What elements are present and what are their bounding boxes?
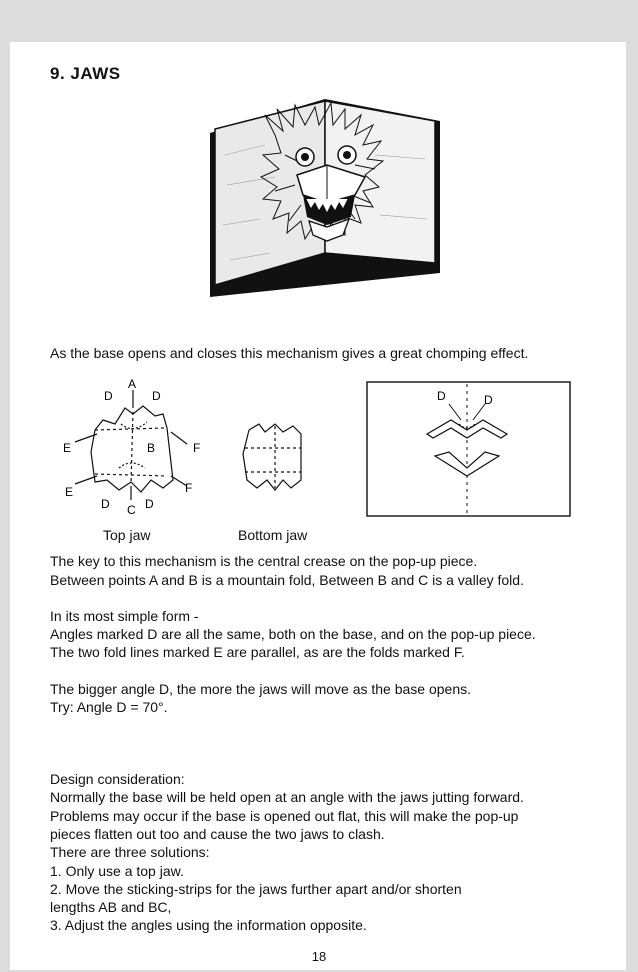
bottom-jaw-diagram: [235, 418, 315, 498]
bottom-jaw-caption: Bottom jaw: [238, 527, 308, 543]
popup-card-illustration: [205, 95, 445, 300]
top-jaw-diagram: [55, 372, 215, 522]
design-line-7: 2. Move the sticking-strips for the jaws further apart and/or shorten: [50, 881, 462, 897]
label-d-bottom-right: D: [145, 497, 154, 511]
label-d-top-right: D: [152, 389, 161, 403]
key-line-1: The key to this mechanism is the central crease on the pop-up piece.: [50, 553, 478, 569]
page-number: 18: [311, 949, 327, 964]
simple-form-line-2: Angles marked D are all the same, both on the base, and on the pop-up piece.: [50, 626, 536, 642]
label-f-upper: F: [193, 441, 201, 455]
design-line-6: 1. Only use a top jaw.: [50, 863, 184, 879]
label-e-upper: E: [63, 441, 72, 455]
label-d-top-left: D: [104, 389, 113, 403]
design-line-3: Problems may occur if the base is opened out flat, this will make the pop-up: [50, 808, 519, 824]
label-a: A: [128, 377, 137, 391]
label-b: B: [147, 441, 156, 455]
top-jaw-caption: Top jaw: [103, 527, 151, 543]
intro-text: As the base opens and closes this mechanism gives a great chomping effect.: [50, 345, 529, 361]
simple-form-line-3: The two fold lines marked E are parallel, as are the folds marked F.: [50, 644, 465, 660]
design-line-9: 3. Adjust the angles using the information opposite.: [50, 917, 367, 933]
base-label-d-left: D: [437, 389, 446, 403]
design-line-4: pieces flatten out too and cause the two jaws to clash.: [50, 826, 385, 842]
design-line-5: There are three solutions:: [50, 844, 210, 860]
angle-line-1: The bigger angle D, the more the jaws will move as the base opens.: [50, 681, 472, 697]
key-line-2: Between points A and B is a mountain fold, Between B and C is a valley fold.: [50, 572, 524, 588]
angle-line-2: Try: Angle D = 70°.: [50, 699, 168, 715]
base-card-diagram: [365, 380, 575, 520]
design-line-2: Normally the base will be held open at an angle with the jaws jutting forward.: [50, 789, 524, 805]
label-d-bottom-left: D: [101, 497, 110, 511]
label-e-lower: E: [65, 485, 74, 499]
simple-form-line-1: In its most simple form -: [50, 608, 199, 624]
design-line-8: lengths AB and BC,: [50, 899, 172, 915]
section-heading: 9. JAWS: [50, 64, 121, 83]
label-f-lower: F: [185, 481, 193, 495]
label-c: C: [127, 503, 136, 517]
design-line-1: Design consideration:: [50, 771, 185, 787]
base-label-d-right: D: [484, 393, 493, 407]
